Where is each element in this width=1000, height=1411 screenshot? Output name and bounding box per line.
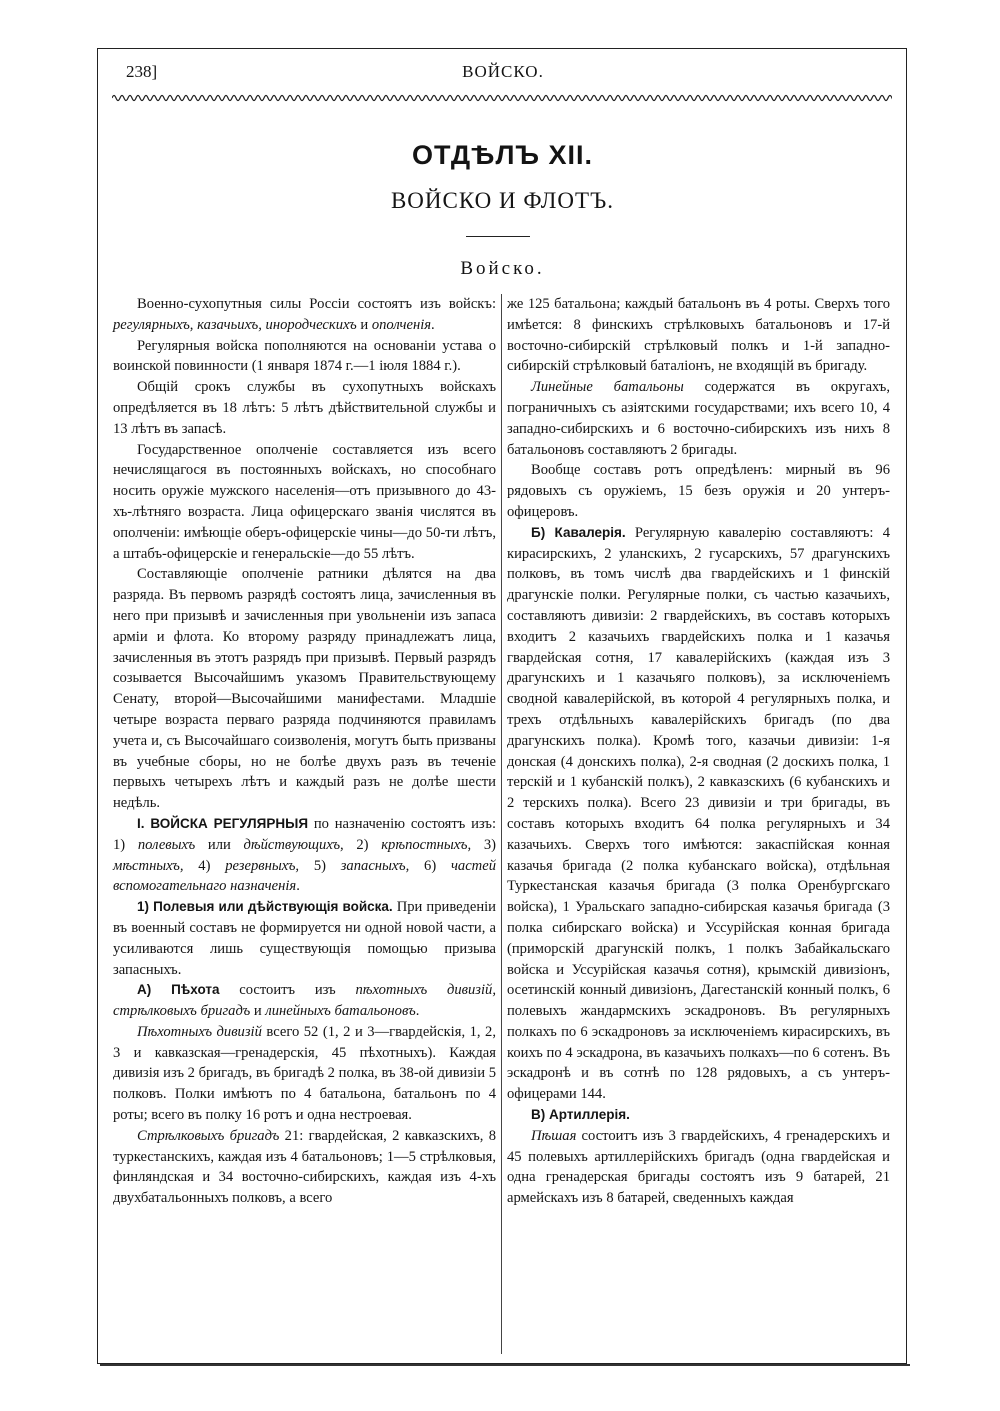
text-run: 3): [471, 836, 497, 853]
text-run: 4): [183, 857, 226, 874]
text-run: .: [415, 1003, 420, 1020]
section-heading-inline: 1) Полевыя или дѣйствующія войска.: [137, 899, 393, 915]
paragraph: [507, 523, 890, 1105]
paragraph: Составляющіе ополченіе ратники дѣлятся на два разряда. Въ первомъ разрядѣ состоятъ лица, зачисленныя въ него при призывѣ и зачисленныя при увольненіи изъ запаса арміи и флота. Ко второму разряду принадлежатъ лица, зачисленныя въ этотъ разрядъ при призывѣ. Первый разрядъ созывается Высочайшимъ указомъ Правительствующему Сенату, второй—Высочайшими манифестами. Младшіе четыре возраста перваго разряда подчиняются правиламъ учета и, съ Высочайшаго соизволенія, могутъ быть призваны въ учебные сборы, но не болѣе двухъ разъ въ теченіе первыхъ четырехъ лѣтъ и каждый разъ не долѣе шести недѣль.: [113, 566, 496, 812]
text-run: .: [431, 316, 435, 333]
section-heading-inline: Б) Кавалерія.: [531, 524, 626, 540]
text-run: 6): [409, 857, 451, 874]
paragraph: [507, 1105, 890, 1126]
paragraph: [113, 814, 496, 897]
text-run: всего 52 (1, 2 и 3—гвардейскія, 1, 2, 3 и кавказская—гренадерскія, 45 пѣхотныхъ). Каждая дивизія изъ 2 бригадъ, въ бригадѣ 2 полка, въ 38-ой дивизіи 5 полковъ. Полки имѣютъ по 4 батальона, батальонъ по 4 роты; всего въ полку 16 ротъ и одна нестроевая.: [113, 1023, 496, 1124]
paragraph: [113, 1022, 496, 1126]
text-run: .: [296, 878, 300, 895]
subheading: Войско.: [460, 258, 545, 279]
text-run: по назначенію состоятъ изъ: 1): [113, 815, 496, 853]
paragraph: [113, 294, 496, 336]
paragraph: [113, 1126, 496, 1209]
text-run: Регулярную кавалерію составляютъ: 4 кирасирскихъ, 2 уланскихъ, 2 гусарскихъ, 57 драгунскихъ полковъ, въ томъ числѣ два гвардейскихъ и 1 финскій драгунскіе полки. Регулярные полки, съ частью казачьихъ, составляютъ дивизіи: 2 гвардейскихъ, въ составъ которыхъ входитъ 2 казачьихъ гвардейскихъ полка и 1 казачья гвардейская сотня, 17 кавалерійскихъ (каждая изъ 3 драгунскихъ и 1 казачьяго полковъ), за исключеніемъ сводной кавалерійской, въ которой 4 регулярныхъ полка, и трехъ отдѣльныхъ кавалерійскихъ бригадъ (по два драгунскихъ полка). Кромѣ того, казачьи дивизіи: 1-я донская (4 донскихъ полка), 2-я сводная (2 доскихъ полка, 1 терскій и 1 кубанскій полкъ), 2 кавказскихъ (6 кубанскихъ и 2 терскихъ полка). Всего 23 дивизіи и три бригады, въ составъ которыхъ входитъ 64 полка регулярныхъ и 34 казачьихъ. Сверхъ того имѣются: закаспійская конная казачья бригада (2 полка кубанскаго войска), отдѣльная Туркестанская казачья бригада (3 полка Оренбургскаго войска), 1 Уральскаго западно-сибирская казачья бригада (3 полка сибирскаго войска) и Уссурійская конная бригада (приморскій драгунскій полкъ, 1 полкъ Забайкальскаго войска и Уссурійская казачья сотня), крымскій дивизіонъ, осетинскій конный дивизіонъ, Дагестанскій конный полкъ, 6 полевыхъ жандармскихъ эскадроновъ. Въ регулярныхъ полкахъ по 6 эскадроновъ за исключеніемъ кирасирскихъ, въ коихъ по 4 эскадрона, въ казачьихъ полкахъ—по 6 сотенъ. Въ эскадронѣ и въ сотнѣ по 128 рядовыхъ, а съ унтеръ-офицерами 144.: [507, 524, 890, 1103]
text-run: состоитъ изъ: [219, 982, 356, 999]
paragraph: же 125 батальона; каждый батальонъ въ 4 роты. Сверхъ того имѣется: 8 финскихъ стрѣлковыхъ батальоновъ и 17-й восточно-сибирскій стрѣлковый полкъ и 1-й западно-сибирскій стрѣлковый баталіонъ, не входящій въ бригаду.: [507, 296, 890, 375]
short-rule: [466, 236, 530, 237]
column-divider: [501, 294, 502, 1354]
italic-term: частей вспомогательнаго назначенія: [113, 857, 496, 895]
text-run: При приведеніи въ военный составъ не формируется ни одной новой части, а усиливаются лишь существующія помощью призыва запасныхъ.: [113, 899, 496, 978]
italic-term: дѣйствующихъ,: [243, 836, 344, 853]
italic-term: полевыхъ: [137, 836, 196, 853]
text-run: 21: гвардейская, 2 кавказскихъ, 8 туркестанскихъ, каждая изъ 4 батальоновъ; 1—5 стрѣлковыя, финляндская и 34 восточно-сибирскихъ, каждая изъ 4-хъ двухбатальонныхъ полковъ, а всего: [113, 1127, 497, 1207]
frame-bottom-rule: [100, 1364, 910, 1370]
text-run: состоитъ изъ 3 гвардейскихъ, 4 гренадерскихъ и 45 полевыхъ артиллерійскихъ бригадъ (одна гвардейская и одна гренадерская бригады состоятъ изъ 9 батарей, 21 армейскахъ изъ 8 батарей, сведенныхъ каждая: [507, 1127, 890, 1207]
italic-term: мѣстныхъ,: [113, 857, 184, 874]
text-run: 5): [299, 857, 341, 874]
right-column: [507, 294, 890, 1209]
italic-term: линейныхъ батальоновъ: [265, 1003, 416, 1020]
italic-term: Пѣшая: [531, 1127, 577, 1144]
running-header: [118, 62, 888, 92]
italic-term: резервныхъ,: [225, 857, 300, 874]
italic-term: Линейные батальоны: [531, 379, 684, 396]
wavy-ornament-rule: [112, 92, 892, 104]
italic-term: запасныхъ,: [340, 857, 410, 874]
section-heading-inline: А) Пѣхота: [137, 982, 220, 998]
paragraph: [507, 377, 890, 460]
section-title: ОТДѢЛЪ XII.: [412, 140, 593, 170]
section-subtitle: ВОЙСКО И ФЛОТЪ.: [390, 188, 615, 213]
paragraph: Общій срокъ службы въ сухопутныхъ войскахъ опредѣляется въ 18 лѣтъ: 5 лѣтъ дѣйствительной службы и 13 лѣтъ въ запасѣ.: [113, 379, 496, 437]
page-number: 238]: [126, 62, 158, 81]
section-heading-inline: I. ВОЙСКА РЕГУЛЯРНЫЯ: [137, 815, 309, 831]
paragraph: [507, 1126, 890, 1209]
text-run: содержатся въ округахъ, пограничныхъ съ азіятскими государствами; ихъ всего 10, 4 западно-сибирскихъ и 6 восточно-сибирскихъ изъ нихъ 8 батальоновъ составляютъ 2 бригады.: [507, 379, 890, 458]
italic-term: крѣпостныхъ,: [381, 836, 472, 853]
italic-term: пѣхотныхъ дивизій, стрѣлковыхъ бригадъ: [113, 982, 496, 1020]
paragraph: [113, 897, 496, 980]
paragraph: Государственное ополченіе составляется изъ всего нечислящагося въ постоянныхъ войскахъ, но способнаго носить оружіе мужского населенія—отъ призывного до 43-хъ-лѣтняго возраста. Лица офицерскаго званія числятся въ ополченіи: имѣющіе оберъ-офицерскіе чины—до 50-ти лѣтъ, а штабъ-офицерскіе и генеральскіе—до 55 лѣтъ.: [113, 441, 496, 562]
italic-term: Стрѣлковыхъ бригадъ: [137, 1127, 280, 1144]
left-column: [113, 294, 496, 1209]
italic-term: регулярныхъ, казачьихъ, инородческихъ: [113, 316, 357, 333]
running-title: ВОЙСКО.: [462, 62, 544, 81]
text-run: 2): [343, 836, 382, 853]
paragraph: Вообще составъ ротъ опредѣленъ: мирный въ 96 рядовыхъ съ оружіемъ, 15 безъ оружія и 20 унтеръ-офицеровъ.: [507, 462, 890, 520]
section-heading-inline: В) Артиллерія.: [531, 1107, 630, 1123]
paragraph: Регулярныя войска пополняются на основаніи устава о воинской повинности (1 января 1874 г.—1 іюля 1884 г.).: [113, 337, 496, 375]
text-run: Военно-сухопутныя силы Россіи состоятъ изъ войскъ:: [137, 296, 496, 312]
text-run: или: [195, 836, 244, 853]
italic-term: Пѣхотныхъ дивизій: [137, 1023, 262, 1040]
italic-term: ополченія: [371, 316, 432, 333]
text-run: и: [250, 1003, 266, 1020]
paragraph: [113, 980, 496, 1022]
text-run: и: [356, 316, 372, 333]
